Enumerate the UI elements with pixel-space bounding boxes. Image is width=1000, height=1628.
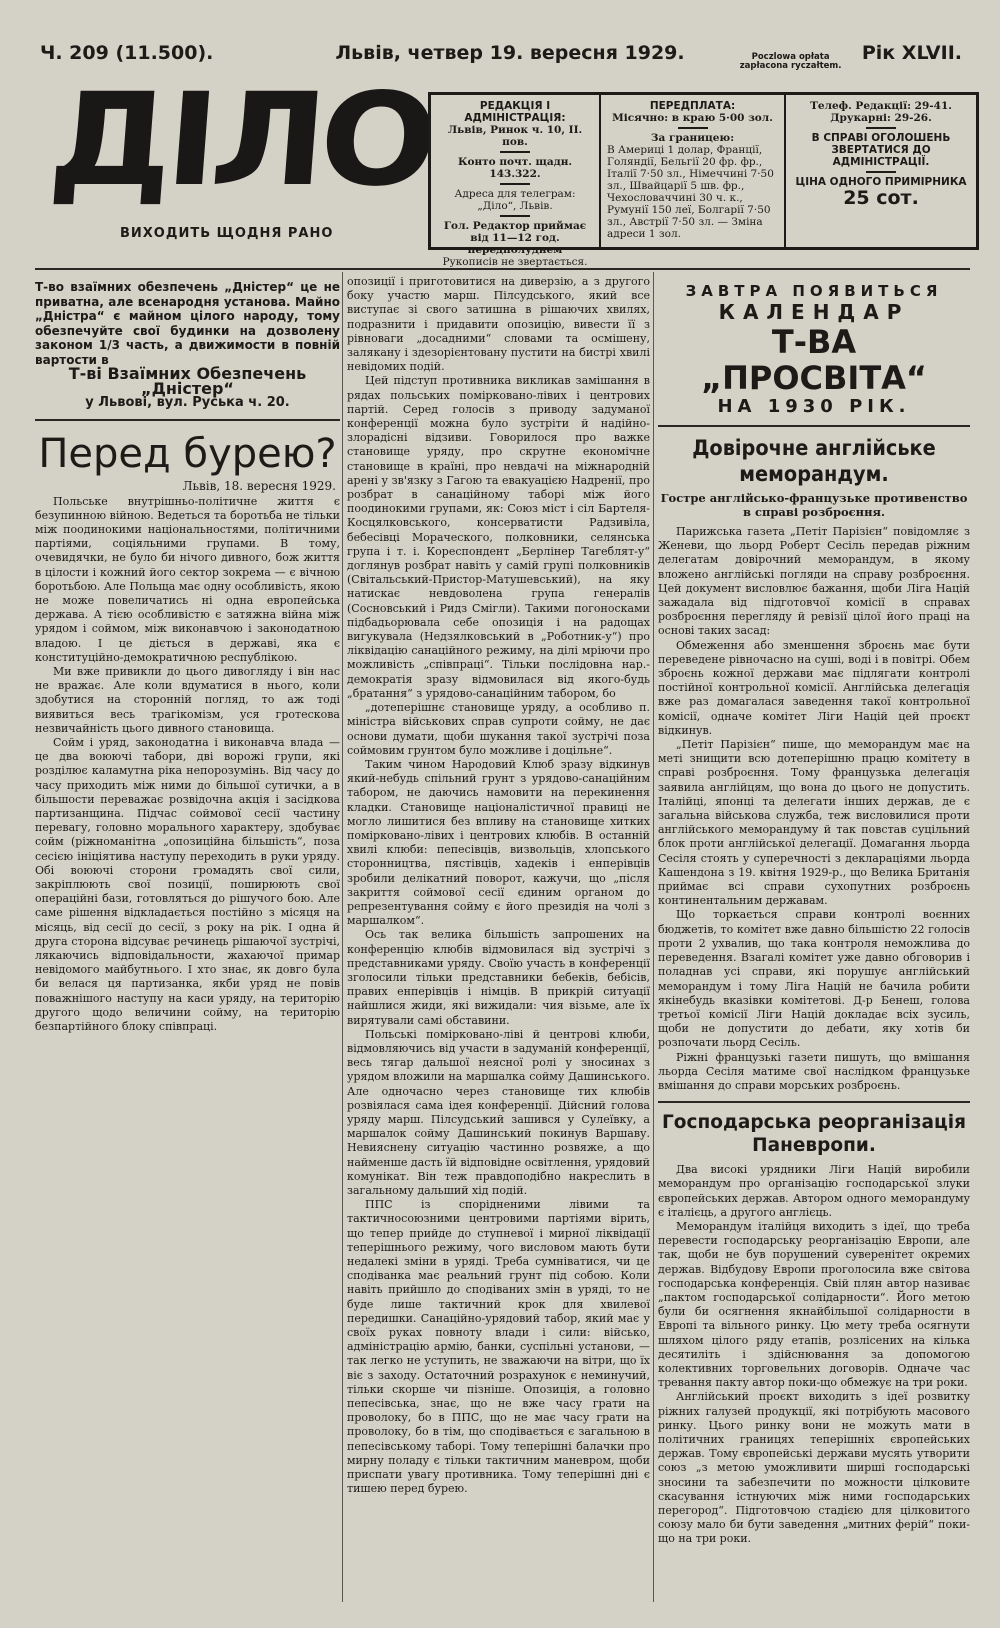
paragraph: Парижська газета „Петіт Парізієн“ повідомляє з Женеви, що льорд Роберт Сесіль передав ріжним делегатам довірочний меморандум, в якому вложено англійські погляди на справу розброєння. Цей документ висловлює бажання, щоби Ліга Націй зажадала від підготовчої комісії в справах розброєння перегляду й ревізії цілої його праці на основі таких засад:	[658, 525, 970, 638]
article-body	[35, 495, 340, 1035]
paragraph: Ріжні французькі газети пишуть, що вмішання льорда Сесіля матиме свої наслідком французьке вмішання до справи морських розброєнь.	[658, 1050, 970, 1092]
daily-note: ВИХОДИТЬ ЩОДНЯ РАНО	[120, 226, 334, 241]
column-3	[658, 282, 970, 1547]
section-rule	[35, 419, 340, 421]
memorandum-subtitle: Гостре англійсько-французьке противенство в справі розброєння.	[660, 491, 968, 519]
info-box	[428, 92, 979, 268]
paneurope-body	[658, 1163, 970, 1546]
issue-number: Ч. 209 (11.500).	[40, 42, 214, 64]
memorandum-headline: Довірочне англійське меморандум.	[692, 436, 936, 486]
paragraph: ППС із спорідненими лівими та тактичносоюзними центровими партіями вірить, що тепер прийде до ступневої і мирної ліквідації теперішнього режиму, чого висловом мають бути недалекі зміни в уряді. Треба сумніватися, чи це сподіванка має реальний грунт під собою. Коли навіть прийшло до сподіваних змін в уряді, то не буде лише тактичний крок для хвилевої передишки. Санаційно-урядовий табор, який має у своїх руках повноту влади і сили: військо, адміністрацію армію, банки, суспільні установи, — так легко не уступить, не зважаючи на вітри, що їх віє з заходу. Остаточний розрахунок є неминучий, тільки скорше чи пізніше. Опозиція, а головно пепесівська, знає, що не вже часу грати на проволоку, бо в ППС, що не має часу грати на проволоку, бо в тім, що сподівається є загальною в пепесівському таборі. Тому теперішні балачки про мирну поладу є тільки тактичним маневром, щоби приспати увагу противника. Тому теперішні дні є тишею перед бурею.	[347, 1198, 650, 1496]
article-headline: Перед бурею?	[38, 430, 337, 477]
year-volume: Рік XLVII.	[861, 42, 962, 64]
divider	[500, 215, 530, 217]
paragraph: Меморандум італійця виходить з ідеї, що треба перевести господарську реорганізацію Европи, але так, щоби не був порушений суверенітет окремих держав. Відбудову Европи проголосила вже світова господарська конференція. Свій плян автор називає „пактом господарської солідарности“. Його метою були би осягнення якнайбільшої солідарности в Европі та вільного ринку. Цю мету треба осягнути шляхом цілого ряду етапів, розлісених на кілька десятиліть і здійснювання за допомогою колективних торговельних договорів. Одначе час тревання пакту автор поки-що обмежує на три роки.	[658, 1219, 970, 1390]
abroad-title: За границею:	[650, 132, 735, 144]
paragraph: Ось так велика більшість запрошених на конференцію клюбів відмовилася від зустрічі з представниками уряду. Своїю участь в конференції зголосили тільки представники бебеків, бебісів, правих енперівців і німців. В прикрій ситуації найшлися жиди, які вижидали: чия візьме, але їх вирятували самі обставини.	[347, 928, 650, 1027]
contact-info	[786, 95, 976, 247]
ads-note: В СПРАВІ ОГОЛОШЕНЬ ЗВЕРТАТИСЯ ДО АДМІНІСТРАЦІЇ.	[811, 132, 951, 168]
paragraph: Польське внутрішньо-політичне життя є безупинною війною. Ведеться та боротьба не тільки між поодинокими національностями, політичними партіями, соціяльними групами. В тому, очевидячки, не було би нічого дивного, бож життя в цілости і кожний його сектор зокрема — є вічною боротьбою. Але Польща має одну особливість, якою не може повеличатись ні одна европейська держава. А тією особливістю є затяжна війна між урядом і соймом, між виконавчою і законодатною владою. І це діється в державі, яка є конституційно-демократичною республікою.	[35, 494, 340, 664]
divider	[866, 171, 896, 173]
prosvita-line-3: Т-ВА „ПРОСВІТА“	[701, 323, 927, 397]
column-rule	[342, 272, 343, 1602]
paragraph: Обмеження або зменшення зброєнь має бути переведене рівночасно на суші, воді і в повітрі. Обем зброєнь кожної держави має підлягати контролі постійної контрольної комісії. Англійська делегація вже раз домагалася заведення такої контрольної комісії, одначе комітет Ліги Націй цей проєкт відкинув.	[658, 638, 970, 737]
abroad-prices: В Америці 1 долар, Франції, Голяндії, Бельгії 20 фр. фр., Італії 7·50 зл., Німеччині 7·50 зл., Швайцарії 5 шв. фр., Чехословаччині 30 ч. к., Румунії 150 леї, Болгарії 7·50 зл., Австрії 7·50 зл. — Зміна адреси 1 зол.	[607, 144, 774, 240]
phone-print: Друкарні: 29-26.	[830, 112, 932, 124]
header-rule	[35, 268, 970, 270]
postage-line-1: Poczlowa opłata	[751, 52, 830, 62]
subscription-info	[601, 95, 786, 247]
dnister-ad-text: Т-во взаїмних обезпечень „Дністер“ це не приватна, але всенародня установа. Майно „Дністра“ є майном цілого народу, тому обезпечуйте свої будинки на дозволену законом 1/3 часть, а движимости в повній вартости в	[35, 280, 340, 367]
newspaper-logo: ДІЛО	[44, 66, 437, 215]
paragraph: Англійський проєкт виходить з ідеї розвитку ріжних галузей продукції, які потрібують масового ринку. Цього ринку вони не можуть мати в політичних границях теперішніх європейських держав. Тому європейські держави мусять утворити союз „з метою уможливити ширші господарські зносини та забезпечити по можности цілковите скасування істнуючих між ними господарських перегород“. Підготовчою стадією для цілковитого союзу мало би бути заведення „митних ферій“ поки-що на три роки.	[658, 1390, 970, 1546]
paragraph: Два високі урядники Ліги Націй виробили меморандум про організацію господарської злуки європейських держав. Автором одного меморандуму є італієць, а другого англієць.	[658, 1163, 970, 1219]
paragraph: Сойм і уряд, законодатна і виконавча влада — це два воюючі табори, дві ворожі групи, які розділює каламутна ріка непорозумінь. Від часу до часу приходить між ними до більшої сутички, а в більшости переважає розвідочна акція і засідкова партизанщина. Підчас соймової сесії частину перевагу, головно морального характеру, здобуває сойм (ріжноманітна „опозиційна більшість“, поза сесією ініціятива наступу переходить в руки уряду. Обі воюючі сторони громадять свої сили, закріплюють свої позиції, поширюють свої операційні бази, готовляться до рішучого бою. Але саме рішення відкладається постійно з місяця на місяць, від сесії до сесії, з року на рік. І одна й друга сторона відсуває речинець рішаючої зустрічі, лякаючись відповідальности, жахаючої примар невідомого майбутнього. І хто знає, як довго була би велася ця партизанка, якби уряд не повів поважнішого наступу на каси уряду, на територію другого щодо величини сойму, на територію безпартійного блоку співпраці.	[35, 735, 340, 1034]
editor-hours: Гол. Редактор приймає від 11—12 год. передполуднем	[443, 220, 587, 256]
dnister-company: Т-ві Взаїмних Обезпечень „Дністер“	[68, 364, 307, 398]
dnister-ad	[35, 280, 340, 411]
prosvita-line-2: КАЛЕНДАР	[718, 300, 910, 324]
paragraph: Цей підступ противника викликав замішання в рядах польських поміркованo-лівих і центрових партій. Серед голосів з приводу задуманої конференції можна було зустріти й надійно-злорадісні відзиви. Говорилося про важке становище уряду, про скрутне економічне становище в країні, про невдачі на міжнародній арені у зв'язку з Гагою та евакуацією Надренії, про розбрат в санаційному таборі між його поодинокими групами, як: Союз міст і сіл Бартеля-Косцялковського, консерватисти Радзивіла, бебесівці Мораческого, полковники, селянська група і т. і. Кореспондент „Берлінер Тагеблят-у“ доглянув розбрат навіть у самій групі полковників (Світальський-Пристор-Матушевський), на яку натискає невдоволена група генералів (Сосновський і Ридз Смігли). Такими погоносками підбадьорювала себе опозиція і на радощах вигукувала (Недзялковський в „Роботник-у“) про ліквідацію санаційного режиму, на ділі мріючи про можливість „співпраці“. Тільки послідовна нар.-демократія зразу відмовилася від якого-будь „братання“ з урядово-санаційним табором, бо	[347, 374, 650, 700]
prosvita-line-4: НА 1930 РІК.	[717, 396, 911, 417]
column-2	[347, 275, 650, 1496]
editorial-info	[431, 95, 601, 268]
divider	[500, 183, 530, 185]
dnister-address: у Львові, вул. Руська ч. 20.	[85, 395, 290, 410]
divider	[678, 127, 708, 129]
divider	[866, 127, 896, 129]
editorial-address: Львів, Ринок ч. 10, II. пов.	[447, 124, 583, 148]
masthead	[44, 66, 437, 241]
memorandum-body	[658, 525, 970, 1093]
monthly-price: Місячно: в краю 5·00 зол.	[612, 112, 773, 124]
price-value: 25 сот.	[843, 187, 919, 209]
paragraph: „Петіт Парізієн“ пише, що меморандум має на меті знищити всю дотеперішню працю комітету в справі розброєння. Тому французька делегація заявила англійцям, що вона до цього не допустить. Італійці, японці та делегати інших держав, де є загальна військова служба, теж висловилися проти англійського меморандуму й так повстав суцільний блок проти англійської делегації. Домагання льорда Сесіля стоять у суперечності з деклараціями льорда Кашендона з 19. квітня 1929-р., що Велика Британія приймає всі справи сухопутних розброєнь континентальним державам.	[658, 738, 970, 908]
prosvita-ad	[658, 282, 970, 417]
section-rule	[658, 425, 970, 427]
paragraph: Таким чином Народовий Клюб зразу відкинув який-небудь спільний грунт з урядово-санаційним табором, не даючись намовити на перекинення кладки. Становище націоналістичної правиці не могло лишитися без впливу на становище хитких поміркованo-лівих і центрових клюбів. В останній хвилі клюби: пепесівців, визвольців, хлопського сторонництва, пястівців, хадеків і енперівців зробили делікатний поворот, кажучи, що „після закриття соймової сесії єдиним органом до репрезентування сойму є його президія на чолі з маршалком“.	[347, 757, 650, 928]
manuscripts-note: Рукописів не звертається.	[442, 256, 588, 268]
column-1	[35, 280, 340, 1034]
issue-line	[40, 42, 962, 71]
paragraph: Ми вже привикли до цього дивогляду і він нас не вражає. Але коли вдуматися в нього, коли здобутися на сторонній погляд, то аж тоді виявиться весь трагікомізм, уся гротескова незвичайність цього дивного становища.	[35, 664, 340, 735]
column-rule	[653, 272, 654, 1602]
postage-line-2: zapłacona ryczałtem.	[739, 61, 842, 71]
subscription-title: ПЕРЕДПЛАТА:	[649, 100, 736, 112]
price-label: ЦІНА ОДНОГО ПРИМІРНИКА	[795, 176, 967, 188]
prosvita-line-1: ЗАВТРА ПОЯВИТЬСЯ	[685, 282, 943, 300]
editorial-title: РЕДАКЦІЯ І АДМІНІСТРАЦІЯ:	[464, 100, 566, 124]
telegram-address: Адреса для телеграм: „Діло“, Львів.	[454, 188, 576, 212]
article-continuation	[347, 275, 650, 1496]
paragraph: Польські поміркованo-ліві й центрові клюби, відмовляючись від участи в задуманій конференції, весь тягар дальшої неясної ролі у зносинах з урядом вложили на маршалка сойму Дашинського. Але одночасно через становище тих клюбів розвіялася сама ідея конференції. Дійсний голова уряду марш. Пілсудський зашився у Сулеївку, а маршалок сойму Дашинський покинув Варшаву. Невиясненy ситуацію частинно розвяже, а що найменше дасть їй відповідне освітлення, урядовий комунікат. Він теж правдоподібно накреслить в загальному дальший хід подій.	[347, 1027, 650, 1197]
paragraph: опозиції і приготовитися на диверзію, а з другого боку участю марш. Пілсудського, який все виступає зі свого затишна в рішаючих хвилях, подразнити і придавити опозицію, вивести її з рівноваги „досадними“ словами та осмішену, залякану і здезорієнтовану пустити на бистрі хвилі невідомих подій.	[347, 275, 650, 374]
paragraph: Що торкається справи контролі воєнних бюджетів, то комітет вже давно більшістю 22 голосів проти 2 ухвалив, що така контроля неможлива до переведення. Взагалі комітет уже давно обговорив і поладнав усі справи, які порушує англійський меморандум і тому Ліга Націй не бачила робити якінебудь вказівки комітетові. Д-р Бенеш, голова третьої комісії Ліги Націй докладає всіх зусиль, щоби не допустити до дебати, яку хотів би розпочати льорд Сесіль.	[658, 908, 970, 1050]
article-dateline: Львів, 18. вересня 1929.	[182, 478, 336, 493]
phone-editorial: Телеф. Редакції: 29-41.	[810, 100, 952, 112]
postage-note	[737, 53, 845, 71]
postal-account: Конто почт. щадн. 143.322.	[457, 156, 573, 180]
section-rule	[658, 1101, 970, 1103]
paneurope-headline: Господарська реорганізація Паневропи.	[662, 1112, 966, 1157]
issue-date: Львів, четвер 19. вересня 1929.	[335, 42, 685, 64]
divider	[500, 151, 530, 153]
quote-paragraph: „дотеперішнє становище уряду, а особливо п. міністра військових справ супроти сойму, не дає основи думати, щоби шукання такої зустрічі поза соймовим грунтом було можливе і доцільне“.	[347, 701, 650, 757]
